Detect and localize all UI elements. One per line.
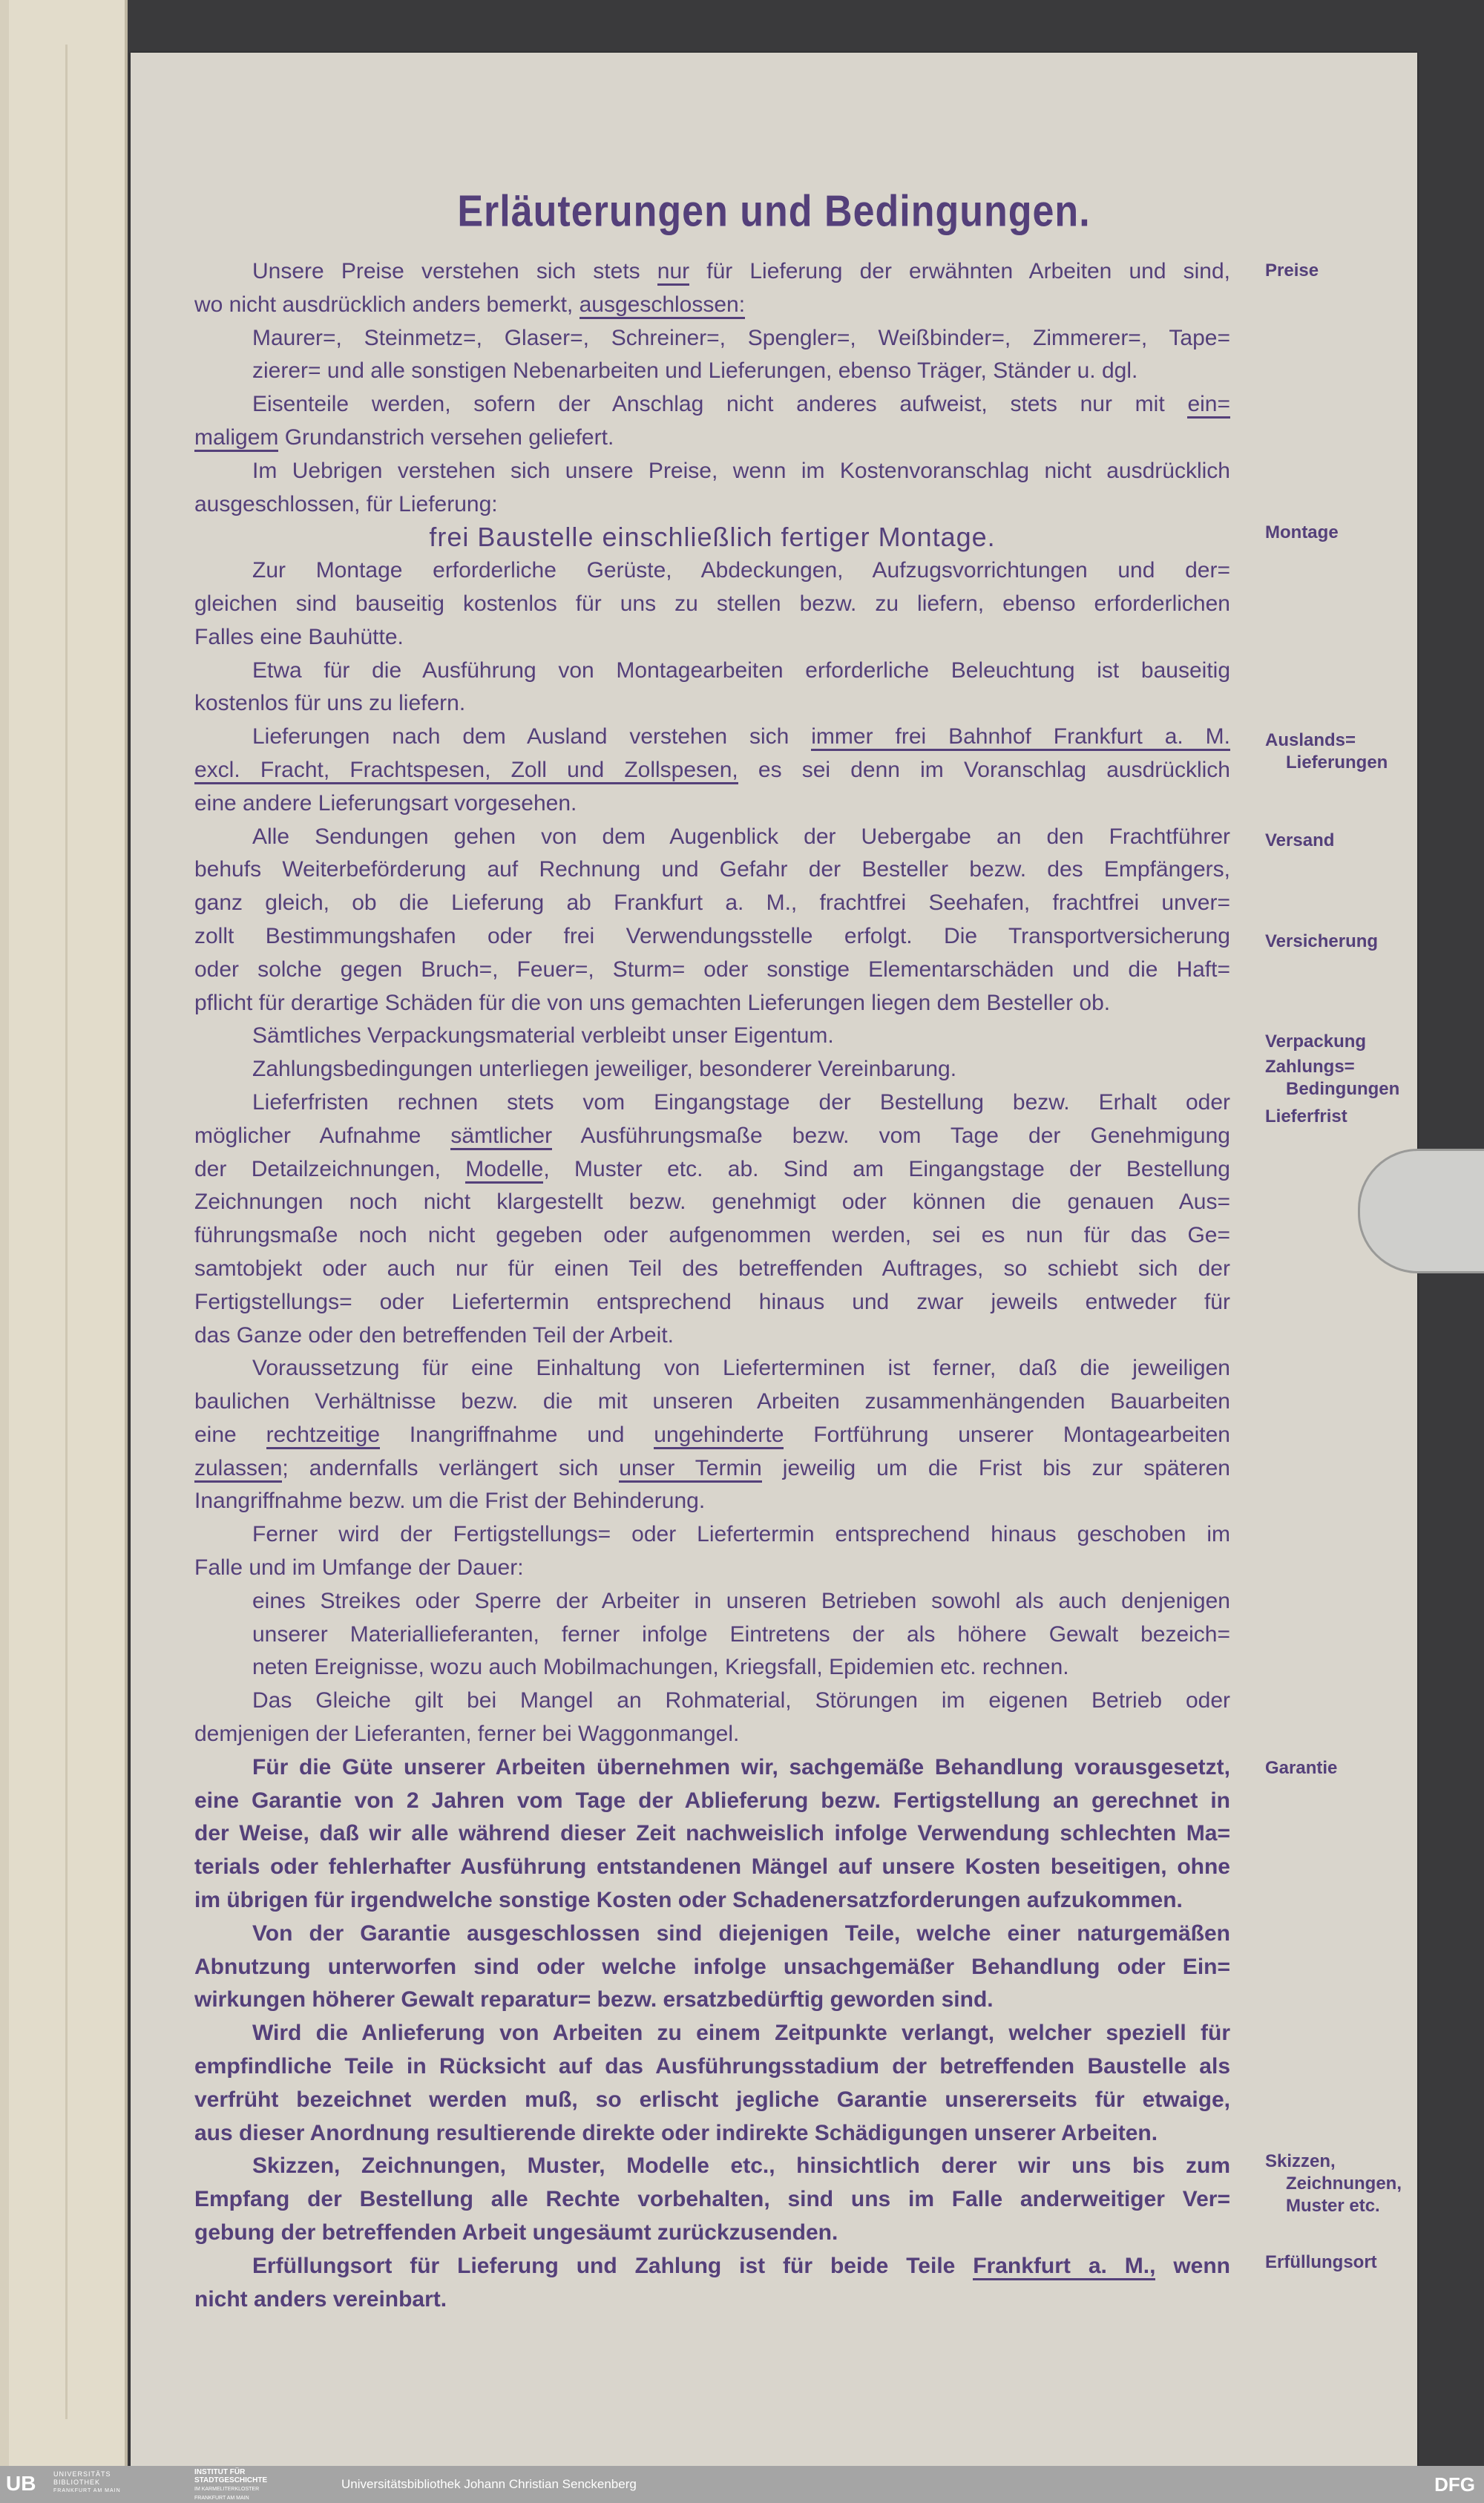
- text-segment: wo nicht ausdrücklich anders bemerkt,: [194, 292, 580, 317]
- margin-label-auslandslieferungen: [1265, 729, 1388, 774]
- text-segment: verfrüht bezeichnet werden muß, so erlischt jegliche Garantie unsererseits für etwaige,: [194, 2087, 1230, 2112]
- underlined-text: maligem: [194, 425, 278, 452]
- text-segment: führungsmaße noch nicht gegeben oder aufgenommen werden, sei es nun für das Ge=: [194, 1223, 1230, 1248]
- text-segment: ausgeschlossen, für Lieferung:: [194, 491, 498, 516]
- text-line: [194, 1186, 1230, 1219]
- label-line: Zeichnungen,: [1286, 2174, 1402, 2194]
- text-segment: Fortführung unserer Montagearbeiten: [784, 1422, 1230, 1447]
- paragraph: [194, 2150, 1230, 2249]
- text-line: [194, 920, 1230, 954]
- underlined-text: excl. Fracht, Frachtspesen, Zoll und Zollspesen,: [194, 758, 738, 784]
- dfg-logo[interactable]: DFG: [1434, 2473, 1475, 2496]
- text-line: [194, 1020, 1230, 1053]
- paragraph: [194, 554, 1230, 654]
- paragraph: [194, 1352, 1230, 1518]
- text-segment: baulichen Verhältnisse bezw. die mit unseren Arbeiten zusammenhängenden Bauarbeiten: [194, 1389, 1230, 1414]
- paragraph: [194, 721, 1230, 820]
- text-segment: Zur Montage erforderliche Gerüste, Abdeckungen, Aufzugsvorrichtungen und der=: [252, 558, 1230, 583]
- paragraph: [194, 1918, 1230, 2017]
- text-line: [194, 2183, 1230, 2217]
- text-line: [194, 621, 1230, 655]
- text-line: [194, 655, 1230, 688]
- text-line: [194, 289, 1230, 322]
- margin-label-verpackung: Verpackung: [1265, 1031, 1367, 1052]
- text-line: [194, 1951, 1230, 1984]
- text-line: [194, 821, 1230, 854]
- text-line: [194, 2250, 1230, 2283]
- ub-logo[interactable]: UB: [6, 2472, 36, 2495]
- document-title: Erläuterungen und Bedingungen.: [457, 186, 1091, 237]
- text-segment: Erfüllungsort für Lieferung und Zahlung ist für beide Teile: [252, 2253, 974, 2278]
- text-line: [194, 388, 1230, 421]
- logo-text: FRANKFURT AM MAIN: [53, 2488, 121, 2493]
- text-segment: behufs Weiterbeförderung auf Rechnung und Gefahr der Besteller bezw. des Empfängers,: [194, 857, 1230, 882]
- text-line: [194, 721, 1230, 754]
- text-line: [194, 1153, 1230, 1187]
- page-edge: [125, 0, 128, 2466]
- text-line: [194, 1585, 1230, 1618]
- text-line: [194, 322, 1230, 355]
- text-segment: Alle Sendungen gehen von dem Augenblick der Uebergabe an den Frachtführer: [252, 824, 1230, 849]
- text-line: [194, 1352, 1230, 1385]
- ub-logo-text: [53, 2470, 121, 2495]
- text-segment: frei Baustelle einschließlich fertiger Montage.: [429, 522, 996, 553]
- text-segment: eine: [194, 1422, 266, 1447]
- text-line: [194, 1618, 1230, 1652]
- text-line: [194, 2217, 1230, 2250]
- text-segment: neten Ereignisse, wozu auch Mobilmachungen, Kriegsfall, Epidemien etc. rechnen.: [252, 1655, 1069, 1680]
- text-segment: ganz gleich, ob die Lieferung ab Frankfurt a. M., frachtfrei Seehafen, frachtfrei unver=: [194, 890, 1230, 916]
- text-line: [194, 1785, 1230, 1818]
- paragraph: [194, 655, 1230, 721]
- paragraph: [194, 455, 1230, 522]
- text-line: [194, 987, 1230, 1020]
- text-segment: oder solche gegen Bruch=, Feuer=, Sturm= oder sonstige Elementarschäden und die Haft=: [194, 957, 1230, 982]
- text-line: [194, 1286, 1230, 1319]
- text-segment: unserer Materiallieferanten, ferner infolge Eintretens der als höhere Gewalt bezeich=: [252, 1621, 1230, 1647]
- text-line: [194, 853, 1230, 887]
- text-line: [194, 1485, 1230, 1518]
- text-line: [194, 2117, 1230, 2151]
- logo-text: UNIVERSITÄTS: [53, 2470, 111, 2478]
- text-line: [194, 1817, 1230, 1851]
- underlying-pages: [0, 0, 128, 2466]
- text-line: [194, 1751, 1230, 1785]
- text-line: [194, 521, 1230, 554]
- text-segment: es sei denn im Voranschlag ausdrücklich: [738, 757, 1230, 782]
- text-segment: Falles eine Bauhütte.: [194, 624, 404, 649]
- paragraph: [194, 255, 1230, 322]
- text-segment: Grundanstrich versehen geliefert.: [278, 424, 614, 450]
- text-line: [194, 1884, 1230, 1918]
- text-segment: empfindliche Teile in Rücksicht auf das Ausführungsstadium der betreffenden Baustelle als: [194, 2054, 1230, 2079]
- text-segment: Zahlungsbedingungen unterliegen jeweiliger, besonderer Vereinbarung.: [252, 1057, 957, 1082]
- text-segment: wirkungen höherer Gewalt reparatur= bezw. ersatzbedürftig geworden sind.: [194, 1987, 994, 2012]
- viewer-footer: [0, 2466, 1484, 2503]
- text-line: [194, 1086, 1230, 1120]
- text-segment: im übrigen für irgendwelche sonstige Kosten oder Schadenersatzforderungen aufzukommen.: [194, 1888, 1183, 1913]
- text-segment: Fertigstellungs= oder Liefertermin entsprechend hinaus und zwar jeweils entweder für: [194, 1289, 1230, 1314]
- text-segment: eines Streikes oder Sperre der Arbeiter in unseren Betrieben sowohl als auch denjenigen: [252, 1588, 1230, 1613]
- margin-label-zahlungsbedingungen: [1265, 1056, 1399, 1100]
- text-line: [194, 2283, 1230, 2317]
- text-segment: der Detailzeichnungen,: [194, 1156, 466, 1181]
- text-segment: Skizzen, Zeichnungen, Muster, Modelle etc., hinsichtlich derer wir uns bis zum: [252, 2153, 1230, 2179]
- text-line: [194, 2017, 1230, 2050]
- text-line: [194, 1319, 1230, 1353]
- text-segment: zollt Bestimmungshafen oder frei Verwendungsstelle erfolgt. Die Transportversicherung: [194, 923, 1230, 948]
- text-segment: wenn: [1155, 2253, 1230, 2278]
- underlined-text: unser Termin: [619, 1456, 762, 1483]
- text-segment: terials oder fehlerhafter Ausführung entstandenen Mängel auf unsere Kosten beseitigen, ohne: [194, 1854, 1230, 1880]
- text-segment: Zeichnungen noch nicht klargestellt bezw. genehmigt oder können die genauen Aus=: [194, 1190, 1230, 1215]
- text-segment: gebung der betreffenden Arbeit ungesäumt zurückzusenden.: [194, 2220, 838, 2246]
- text-segment: Für die Güte unserer Arbeiten übernehmen wir, sachgemäße Behandlung vorausgesetzt,: [252, 1754, 1230, 1779]
- label-line: Skizzen,: [1265, 2151, 1336, 2171]
- text-segment: Im Uebrigen verstehen sich unsere Preise, wenn im Kostenvoranschlag nicht ausdrücklich: [252, 458, 1230, 483]
- text-segment: möglicher Aufnahme: [194, 1123, 451, 1148]
- logo-text: FRANKFURT AM MAIN: [194, 2496, 249, 2501]
- text-segment: Lieferungen nach dem Ausland verstehen sich: [252, 724, 812, 749]
- text-line: [194, 421, 1230, 455]
- margin-label-preise: Preise: [1265, 260, 1319, 281]
- text-segment: ; andernfalls verlängert sich: [282, 1455, 620, 1480]
- paragraph: [194, 1751, 1230, 1918]
- text-segment: Empfang der Bestellung alle Rechte vorbehalten, sind uns im Falle anderweitiger Ver=: [194, 2187, 1230, 2212]
- paragraph: [194, 1020, 1230, 1053]
- text-segment: Lieferfristen rechnen stets vom Eingangstage der Bestellung bezw. Erhalt oder: [252, 1089, 1230, 1115]
- logo-text: IM KARMELITERKLOSTER: [194, 2487, 260, 2492]
- label-line: Muster etc.: [1286, 2196, 1380, 2216]
- text-segment: Von der Garantie ausgeschlossen sind diejenigen Teile, welche einer naturgemäßen: [252, 1920, 1230, 1946]
- text-segment: aus dieser Anordnung resultierende direkte oder indirekte Schädigungen unserer Arbeiten.: [194, 2120, 1158, 2145]
- text-segment: kostenlos für uns zu liefern.: [194, 691, 466, 716]
- paragraph: [194, 1684, 1230, 1751]
- text-segment: Das Gleiche gilt bei Mangel an Rohmaterial, Störungen im eigenen Betrieb oder: [252, 1688, 1230, 1713]
- text-line: [194, 488, 1230, 522]
- text-segment: Ferner wird der Fertigstellungs= oder Liefertermin entsprechend hinaus geschoben im: [252, 1522, 1230, 1547]
- paragraph: [194, 2250, 1230, 2317]
- label-line: Zahlungs=: [1265, 1057, 1355, 1077]
- text-segment: nicht anders vereinbart.: [194, 2286, 447, 2312]
- text-segment: Inangriffnahme bezw. um die Frist der Behinderung.: [194, 1489, 706, 1514]
- margin-label-versicherung: Versicherung: [1265, 931, 1379, 951]
- text-line: [194, 1684, 1230, 1718]
- paragraph: [194, 322, 1230, 389]
- logo-text: INSTITUT FÜR: [194, 2468, 246, 2476]
- margin-label-montage: Montage: [1265, 522, 1339, 542]
- text-segment: der Weise, daß wir alle während dieser Zeit nachweislich infolge Verwendung schlechten Ma=: [194, 1821, 1230, 1846]
- paragraph: [194, 521, 1230, 554]
- underlined-text: ungehinderte: [654, 1423, 784, 1449]
- text-segment: Etwa für die Ausführung von Montagearbeiten erforderliche Beleuchtung ist bauseitig: [252, 657, 1230, 683]
- text-line: [194, 1718, 1230, 1751]
- document-body: [194, 255, 1230, 2316]
- text-line: [194, 554, 1230, 588]
- text-line: [194, 1518, 1230, 1552]
- library-name: Universitätsbibliothek Johann Christian Senckenberg: [341, 2477, 637, 2491]
- text-segment: samtobjekt oder auch nur für einen Teil des betreffenden Auftrages, so schiebt sich der: [194, 1256, 1230, 1281]
- text-line: [194, 1452, 1230, 1486]
- margin-label-versand: Versand: [1265, 830, 1335, 850]
- text-segment: Unsere Preise verstehen sich stets: [252, 259, 657, 283]
- text-line: [194, 588, 1230, 621]
- text-segment: Voraussetzung für eine Einhaltung von Lieferterminen ist ferner, daß die jeweiligen: [252, 1356, 1230, 1381]
- text-line: [194, 1385, 1230, 1419]
- margin-label-garantie: Garantie: [1265, 1758, 1338, 1778]
- page-tab-marker: [1358, 1149, 1484, 1273]
- underlined-text: nur: [657, 259, 689, 286]
- text-segment: Maurer=, Steinmetz=, Glaser=, Schreiner=, Spengler=, Weißbinder=, Zimmerer=, Tape=: [252, 325, 1230, 350]
- text-line: [194, 1419, 1230, 1452]
- text-segment: demjenigen der Lieferanten, ferner bei Waggonmangel.: [194, 1722, 740, 1747]
- underlined-text: rechtzeitige: [266, 1423, 380, 1449]
- underlined-text: ausgeschlossen:: [580, 292, 745, 319]
- text-line: [194, 1552, 1230, 1585]
- text-segment: Ausführungsmaße bezw. vom Tage der Genehmigung: [552, 1123, 1230, 1148]
- text-line: [194, 1219, 1230, 1253]
- text-line: [194, 687, 1230, 721]
- text-line: [194, 1851, 1230, 1884]
- text-segment: Sämtliches Verpackungsmaterial verbleibt unser Eigentum.: [252, 1023, 834, 1049]
- paragraph: [194, 821, 1230, 1020]
- institut-logo[interactable]: [194, 2468, 267, 2502]
- text-line: [194, 954, 1230, 987]
- text-segment: Falle und im Umfange der Dauer:: [194, 1555, 524, 1581]
- underlined-text: zulassen: [194, 1456, 282, 1483]
- text-segment: Wird die Anlieferung von Arbeiten zu einem Zeitpunkte verlangt, welcher speziell für: [252, 2021, 1230, 2046]
- text-line: [194, 754, 1230, 787]
- text-line: [194, 1918, 1230, 1951]
- text-line: [194, 2050, 1230, 2084]
- text-segment: , Muster etc. ab. Sind am Eingangstage der Bestellung: [543, 1156, 1230, 1181]
- text-line: [194, 255, 1230, 289]
- text-segment: jeweilig um die Frist bis zur späteren: [761, 1455, 1230, 1480]
- margin-label-skizzen: [1265, 2151, 1402, 2217]
- paragraph: [194, 388, 1230, 455]
- text-segment: zierer= und alle sonstigen Nebenarbeiten und Lieferungen, ebenso Träger, Ständer u. dgl.: [252, 358, 1138, 384]
- page-edge: [0, 0, 9, 2466]
- underlined-text: immer frei Bahnhof Frankfurt a. M.: [811, 724, 1230, 751]
- text-segment: Eisenteile werden, sofern der Anschlag nicht anderes aufweist, stets nur mit: [252, 392, 1188, 417]
- paragraph: [194, 1518, 1230, 1585]
- text-line: [194, 2084, 1230, 2117]
- text-segment: Abnutzung unterworfen sind oder welche infolge unsachgemäßer Behandlung oder Ein=: [194, 1954, 1230, 1979]
- text-line: [194, 1120, 1230, 1153]
- text-line: [194, 1053, 1230, 1086]
- margin-label-lieferfrist: Lieferfrist: [1265, 1106, 1347, 1126]
- paragraph: [194, 2017, 1230, 2150]
- label-line: Lieferungen: [1286, 752, 1388, 772]
- text-segment: für Lieferung der erwähnten Arbeiten und sind,: [689, 259, 1230, 283]
- text-line: [194, 355, 1230, 388]
- page-edge: [65, 45, 68, 2419]
- paragraph: [194, 1053, 1230, 1086]
- logo-text: BIBLIOTHEK: [53, 2479, 101, 2486]
- paragraph: [194, 1585, 1230, 1684]
- label-line: Auslands=: [1265, 730, 1356, 750]
- text-segment: eine Garantie von 2 Jahren vom Tage der Ablieferung bezw. Fertigstellung an gerechnet in: [194, 1788, 1230, 1813]
- underlined-text: ein=: [1187, 392, 1230, 419]
- text-line: [194, 2150, 1230, 2183]
- paragraph: [194, 1086, 1230, 1352]
- underlined-text: Modelle: [465, 1157, 543, 1184]
- text-segment: Inangriffnahme und: [380, 1422, 654, 1447]
- text-line: [194, 455, 1230, 488]
- text-segment: gleichen sind bauseitig kostenlos für uns zu stellen bezw. zu liefern, ebenso erforderlichen: [194, 591, 1230, 616]
- underlined-text: sämtlicher: [450, 1123, 552, 1150]
- text-line: [194, 1984, 1230, 2017]
- logo-text: STADTGESCHICHTE: [194, 2476, 268, 2484]
- text-segment: das Ganze oder den betreffenden Teil der Arbeit.: [194, 1322, 674, 1348]
- text-line: [194, 787, 1230, 821]
- text-line: [194, 1253, 1230, 1286]
- underlined-text: Frankfurt a. M.,: [973, 2254, 1155, 2280]
- margin-label-erfuellungsort: Erfüllungsort: [1265, 2252, 1377, 2272]
- text-segment: pflicht für derartige Schäden für die von uns gemachten Lieferungen liegen dem Besteller ob.: [194, 990, 1111, 1015]
- text-line: [194, 1651, 1230, 1684]
- text-segment: eine andere Lieferungsart vorgesehen.: [194, 790, 577, 816]
- label-line: Bedingungen: [1286, 1079, 1400, 1099]
- text-line: [194, 887, 1230, 920]
